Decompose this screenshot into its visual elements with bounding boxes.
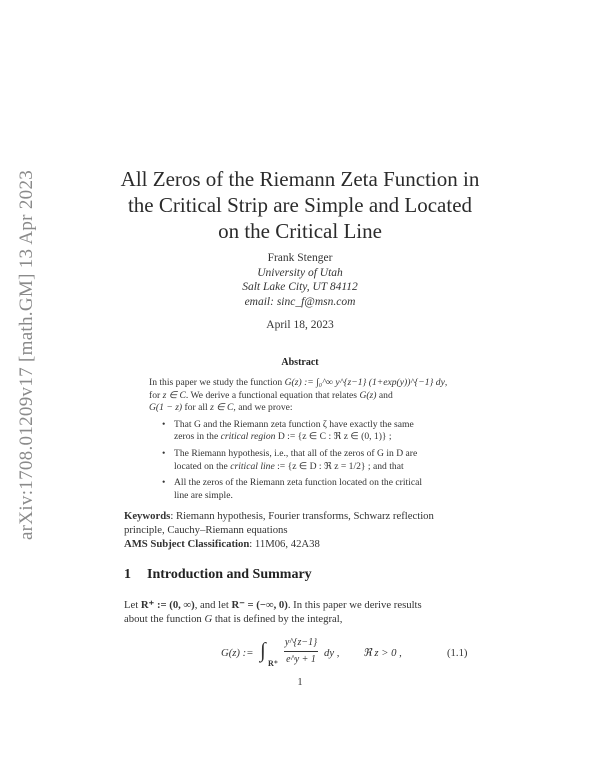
arxiv-identifier: arXiv:1708.01209v17 [math.GM] 13 Apr 2023 <box>16 169 37 541</box>
bullet-text: All the zeros of the Riemann zeta function located on the critical <box>174 477 423 489</box>
arxiv-identifier-sidebar <box>16 160 38 550</box>
title-line: All Zeros of the Riemann Zeta Function in <box>120 167 480 191</box>
bullet-icon: • <box>162 447 166 459</box>
bullet-emphasis: critical region <box>220 431 276 443</box>
fraction-numerator: y^{z−1} <box>284 637 318 648</box>
abstract-bullet-item <box>162 447 449 473</box>
paper-date: April 18, 2023 <box>266 319 334 331</box>
bullet-emphasis: critical line <box>230 460 275 472</box>
title-line: the Critical Strip are Simple and Located <box>127 193 473 217</box>
author-affiliation: University of Utah <box>257 266 343 279</box>
author-block <box>0 251 600 309</box>
fraction-denominator: e^y + 1 <box>286 654 316 665</box>
abstract-math: z ∈ C <box>210 402 234 414</box>
keywords-text: : Riemann hypothesis, Fourier transforms, Schwarz reflection <box>170 510 434 522</box>
equation-tag: (1.1) <box>447 647 468 659</box>
bullet-text: line are simple. <box>174 489 233 501</box>
bullet-text: That G and the Riemann zeta function ζ have exactly the same <box>174 418 414 430</box>
abstract-text: In this paper we study the function <box>149 377 285 388</box>
intro-text: that is defined by the integral, <box>212 612 343 625</box>
author-email: email: sinc_f@msn.com <box>244 295 356 308</box>
bullet-text: located on the <box>174 460 231 472</box>
equation-dy: dy , <box>324 647 340 659</box>
abstract-heading: Abstract <box>281 357 319 368</box>
abstract-body <box>149 377 449 502</box>
section-heading <box>124 567 312 583</box>
equation-1-1 <box>0 636 600 672</box>
intro-math: R⁺ := (0, ∞) <box>140 599 195 611</box>
bullet-text: The Riemann hypothesis, i.e., that all of the zeros of G in D are <box>174 447 418 459</box>
author-address: Salt Lake City, UT 84112 <box>242 281 358 293</box>
abstract-text: and <box>376 389 393 401</box>
intro-math: R⁻ = (−∞, 0) <box>231 599 288 611</box>
keywords-block <box>124 510 476 551</box>
page-number: 1 <box>297 677 303 688</box>
equation-condition: ℜ z > 0 , <box>363 647 402 659</box>
bullet-icon: • <box>162 477 166 489</box>
ams-label: AMS Subject Classification <box>124 537 250 550</box>
ams-text: : 11M06, 42A38 <box>249 537 320 550</box>
abstract-formula: G(z) := ∫₀^∞ y^{z−1} (1+exp(y))^{−1} dy <box>284 377 445 388</box>
bullet-text: zeros in the <box>174 431 221 443</box>
abstract-text: for <box>149 389 163 401</box>
abstract-text: for all <box>182 402 211 414</box>
abstract-math: G(1 − z) <box>149 402 183 414</box>
intro-paragraph <box>124 599 476 627</box>
author-name: Frank Stenger <box>267 252 333 264</box>
equation-lhs: G(z) := <box>221 647 254 659</box>
section-number: 1 <box>124 567 131 582</box>
section-title: Introduction and Summary <box>147 567 312 582</box>
bullet-text: D := {z ∈ C : ℜ z ∈ (0, 1)} ; <box>275 431 392 443</box>
keywords-text: principle, Cauchy–Riemann equations <box>124 523 288 536</box>
keywords-label: Keywords <box>124 510 171 522</box>
abstract-text: , and we prove: <box>233 402 293 414</box>
fraction-bar <box>284 651 318 652</box>
title-line: on the Critical Line <box>218 219 382 243</box>
abstract-math: z ∈ C <box>162 389 186 401</box>
intro-text: about the function <box>124 612 205 625</box>
intro-text: , and let <box>194 599 232 611</box>
abstract-text: . We derive a functional equation that relates <box>185 389 360 401</box>
abstract-text: , <box>444 377 448 388</box>
abstract-math: G(z) <box>359 389 377 401</box>
bullet-text: := {z ∈ D : ℜ z = 1/2} ; and that <box>274 460 404 472</box>
integral-domain: R⁺ <box>268 659 278 668</box>
abstract-bullet-item <box>162 418 449 444</box>
abstract-bullet-item <box>162 477 449 502</box>
paper-title <box>100 166 500 244</box>
intro-text: . In this paper we derive results <box>287 599 422 611</box>
intro-math: G <box>204 612 213 625</box>
bullet-icon: • <box>162 418 166 430</box>
integral-sign: ∫ <box>260 638 266 662</box>
intro-text: Let <box>124 599 141 611</box>
